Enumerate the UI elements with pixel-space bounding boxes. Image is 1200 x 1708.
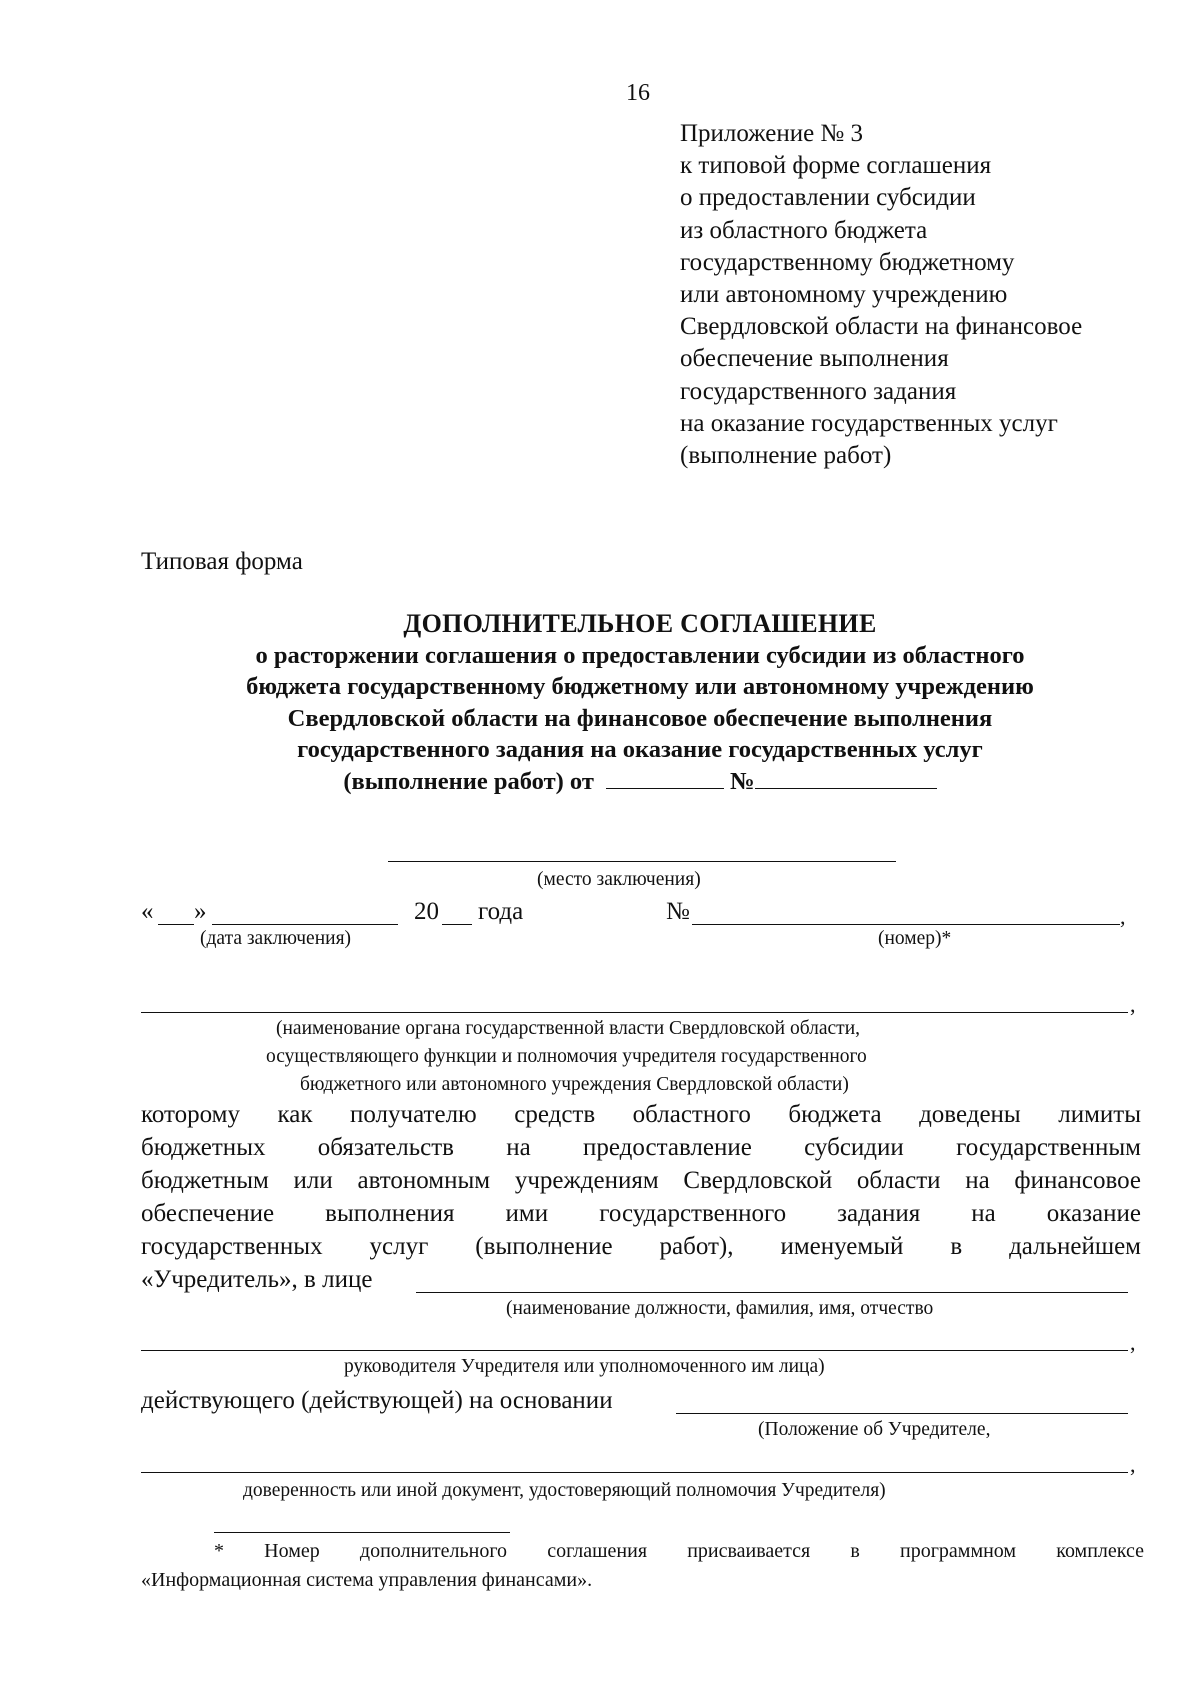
comma: ,: [1130, 1330, 1136, 1355]
appendix-line: (выполнение работ): [680, 442, 892, 470]
title-line: о расторжении соглашения о предоставлении субсидии из областного: [255, 641, 1025, 669]
appendix-line: о предоставлении субсидии: [680, 184, 976, 212]
appendix-line: на оказание государственных услуг: [680, 409, 1058, 437]
document-title: [150, 608, 1130, 797]
basis-field[interactable]: [676, 1413, 1128, 1414]
basis-label: действующего (действующей) на основании: [141, 1387, 613, 1414]
date-year-suffix: года: [478, 898, 524, 925]
comma: ,: [1120, 904, 1126, 929]
agreement-number-sign: №: [666, 898, 690, 925]
person-caption: руководителя Учредителя или уполномоченного им лица): [344, 1356, 825, 1377]
authority-caption-line: бюджетного или автономного учреждения Свердловской области): [300, 1074, 849, 1095]
founder-person-field[interactable]: [416, 1292, 1128, 1293]
founder-person-field-cont[interactable]: [141, 1350, 1128, 1351]
authority-caption-line: осуществляющего функции и полномочия учредителя государственного: [266, 1046, 867, 1067]
person-caption: (наименование должности, фамилия, имя, отчество: [506, 1298, 934, 1319]
title-line: бюджета государственному бюджетному или автономному учреждению: [246, 673, 1034, 700]
appendix-line: государственному бюджетному: [680, 248, 1015, 276]
footnote-separator: [214, 1532, 510, 1533]
date-month-field[interactable]: [212, 924, 398, 925]
date-year-prefix: 20: [414, 898, 439, 925]
title-last-prefix: (выполнение работ) от: [343, 767, 594, 795]
date-quote-open: «: [141, 898, 154, 925]
comma: ,: [1130, 1452, 1136, 1477]
date-caption: (дата заключения): [200, 928, 352, 949]
place-field[interactable]: [388, 861, 896, 862]
basis-caption: доверенность или иной документ, удостоверяющий полномочия Учредителя): [243, 1480, 886, 1501]
title-line: Свердловской области на финансовое обеспечение выполнения: [287, 704, 993, 732]
appendix-line: Приложение № 3: [680, 120, 864, 147]
appendix-line: обеспечение выполнения: [680, 345, 949, 373]
agreement-number-field[interactable]: [692, 924, 1120, 925]
appendix-line: государственного задания: [680, 377, 957, 405]
date-quote-close: »: [194, 898, 207, 925]
comma: ,: [1130, 992, 1136, 1017]
appendix-line: из областного бюджета: [680, 216, 928, 244]
place-caption: (место заключения): [537, 869, 701, 890]
title-date-blank[interactable]: [606, 768, 724, 789]
body-line: бюджетным или автономным учреждениям Свердловской области на финансовое: [141, 1167, 1141, 1194]
title-main: ДОПОЛНИТЕЛЬНОЕ СОГЛАШЕНИЕ: [403, 609, 877, 638]
authority-field[interactable]: [141, 1012, 1128, 1013]
appendix-line: или автономному учреждению: [680, 281, 1008, 309]
founder-label: «Учредитель», в лице: [141, 1266, 373, 1293]
authority-caption-line: (наименование органа государственной власти Свердловской области,: [276, 1018, 861, 1039]
body-line: государственных услуг (выполнение работ), именуемый в дальнейшем: [141, 1233, 1141, 1260]
appendix-line: к типовой форме соглашения: [680, 152, 992, 180]
appendix-header: [680, 118, 1082, 472]
date-year-field[interactable]: [442, 924, 472, 925]
page-number: 16: [626, 80, 650, 106]
basis-field-cont[interactable]: [141, 1472, 1128, 1473]
basis-caption: (Положение об Учредителе,: [758, 1419, 991, 1440]
title-number-sign: №: [730, 767, 755, 795]
body-line: бюджетных обязательств на предоставление субсидии государственным: [141, 1134, 1141, 1161]
footnote-line: «Информационная система управления финансами».: [141, 1569, 593, 1591]
title-last-line: [150, 766, 1130, 798]
footnote-line: * Номер дополнительного соглашения присваивается в программном комплексе: [214, 1540, 1144, 1562]
body-line: которому как получателю средств областного бюджета доведены лимиты: [141, 1101, 1141, 1128]
title-line: государственного задания на оказание государственных услуг: [297, 736, 983, 763]
title-number-blank[interactable]: [755, 768, 937, 789]
appendix-line: Свердловской области на финансовое: [680, 313, 1083, 341]
body-line: обеспечение выполнения ими государственного задания на оказание: [141, 1200, 1141, 1227]
number-caption: (номер)*: [878, 928, 952, 949]
date-day-field[interactable]: [158, 924, 194, 925]
form-type-label: Типовая форма: [141, 548, 303, 575]
